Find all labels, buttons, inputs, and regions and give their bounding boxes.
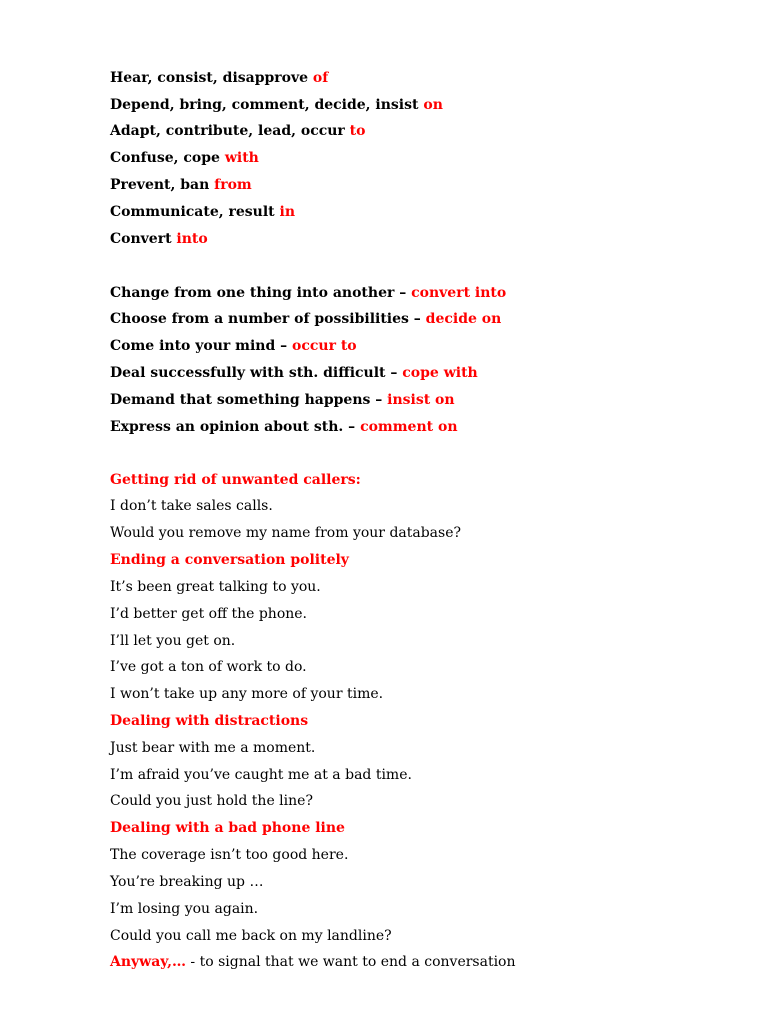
phrase-line: Would you remove my name from your database? <box>110 525 462 541</box>
verbs-text: Hear, consist, disapprove <box>110 70 313 86</box>
phrase-line: I’d better get off the phone. <box>110 606 308 622</box>
definition-row <box>110 337 357 355</box>
preposition-text: with <box>224 150 259 166</box>
definition-meaning: Change from one thing into another – <box>110 285 412 301</box>
phrase-line: I’ve got a ton of work to do. <box>110 659 307 675</box>
definition-meaning: Demand that something happens – <box>110 392 388 408</box>
phrase-line: Just bear with me a moment. <box>110 740 316 756</box>
phrase-line: You’re breaking up … <box>110 874 264 890</box>
definition-answer: convert into <box>411 285 507 301</box>
definition-answer: occur to <box>292 338 357 354</box>
preposition-row <box>110 122 365 140</box>
section-heading: Getting rid of unwanted callers: <box>110 472 361 488</box>
section-heading: Ending a conversation politely <box>110 552 349 568</box>
preposition-row <box>110 230 208 248</box>
definition-row <box>110 391 455 409</box>
phrase-line: I don’t take sales calls. <box>110 498 273 514</box>
phrase-line: I’m afraid you’ve caught me at a bad time. <box>110 767 412 783</box>
definition-meaning: Deal successfully with sth. difficult – <box>110 365 403 381</box>
phrase-line: Could you just hold the line? <box>110 793 313 809</box>
phrase-line: I won’t take up any more of your time. <box>110 686 384 702</box>
definition-row <box>110 418 458 436</box>
preposition-text: into <box>176 231 208 247</box>
preposition-row <box>110 149 259 167</box>
verbs-text: Convert <box>110 231 177 247</box>
preposition-row <box>110 96 443 114</box>
preposition-text: to <box>349 123 366 139</box>
verbs-text: Adapt, contribute, lead, occur <box>110 123 350 139</box>
anyway-term: Anyway,… <box>110 954 186 970</box>
section-heading: Dealing with a bad phone line <box>110 820 345 836</box>
preposition-text: in <box>279 204 296 220</box>
definition-meaning: Choose from a number of possibilities – <box>110 311 426 327</box>
definition-answer: insist on <box>387 392 455 408</box>
verbs-text: Prevent, ban <box>110 177 215 193</box>
definition-row <box>110 310 501 328</box>
phrase-line: I’ll let you get on. <box>110 633 236 649</box>
preposition-text: from <box>214 177 252 193</box>
preposition-row <box>110 176 252 194</box>
definition-answer: decide on <box>425 311 502 327</box>
anyway-explanation: - to signal that we want to end a conversation <box>185 954 516 970</box>
verbs-text: Depend, bring, comment, decide, insist <box>110 97 424 113</box>
preposition-row <box>110 69 328 87</box>
definition-row <box>110 284 506 302</box>
verbs-text: Confuse, cope <box>110 150 225 166</box>
phrase-line: I’m losing you again. <box>110 901 259 917</box>
definition-meaning: Express an opinion about sth. – <box>110 419 361 435</box>
anyway-row <box>110 953 516 971</box>
preposition-row <box>110 203 295 221</box>
definition-answer: cope with <box>402 365 478 381</box>
preposition-text: of <box>312 70 329 86</box>
phrase-line: It’s been great talking to you. <box>110 579 321 595</box>
phrase-line: The coverage isn’t too good here. <box>110 847 349 863</box>
definition-answer: comment on <box>360 419 458 435</box>
preposition-text: on <box>423 97 443 113</box>
section-heading: Dealing with distractions <box>110 713 309 729</box>
definition-row <box>110 364 478 382</box>
phrase-line: Could you call me back on my landline? <box>110 928 392 944</box>
definition-meaning: Come into your mind – <box>110 338 292 354</box>
verbs-text: Communicate, result <box>110 204 280 220</box>
